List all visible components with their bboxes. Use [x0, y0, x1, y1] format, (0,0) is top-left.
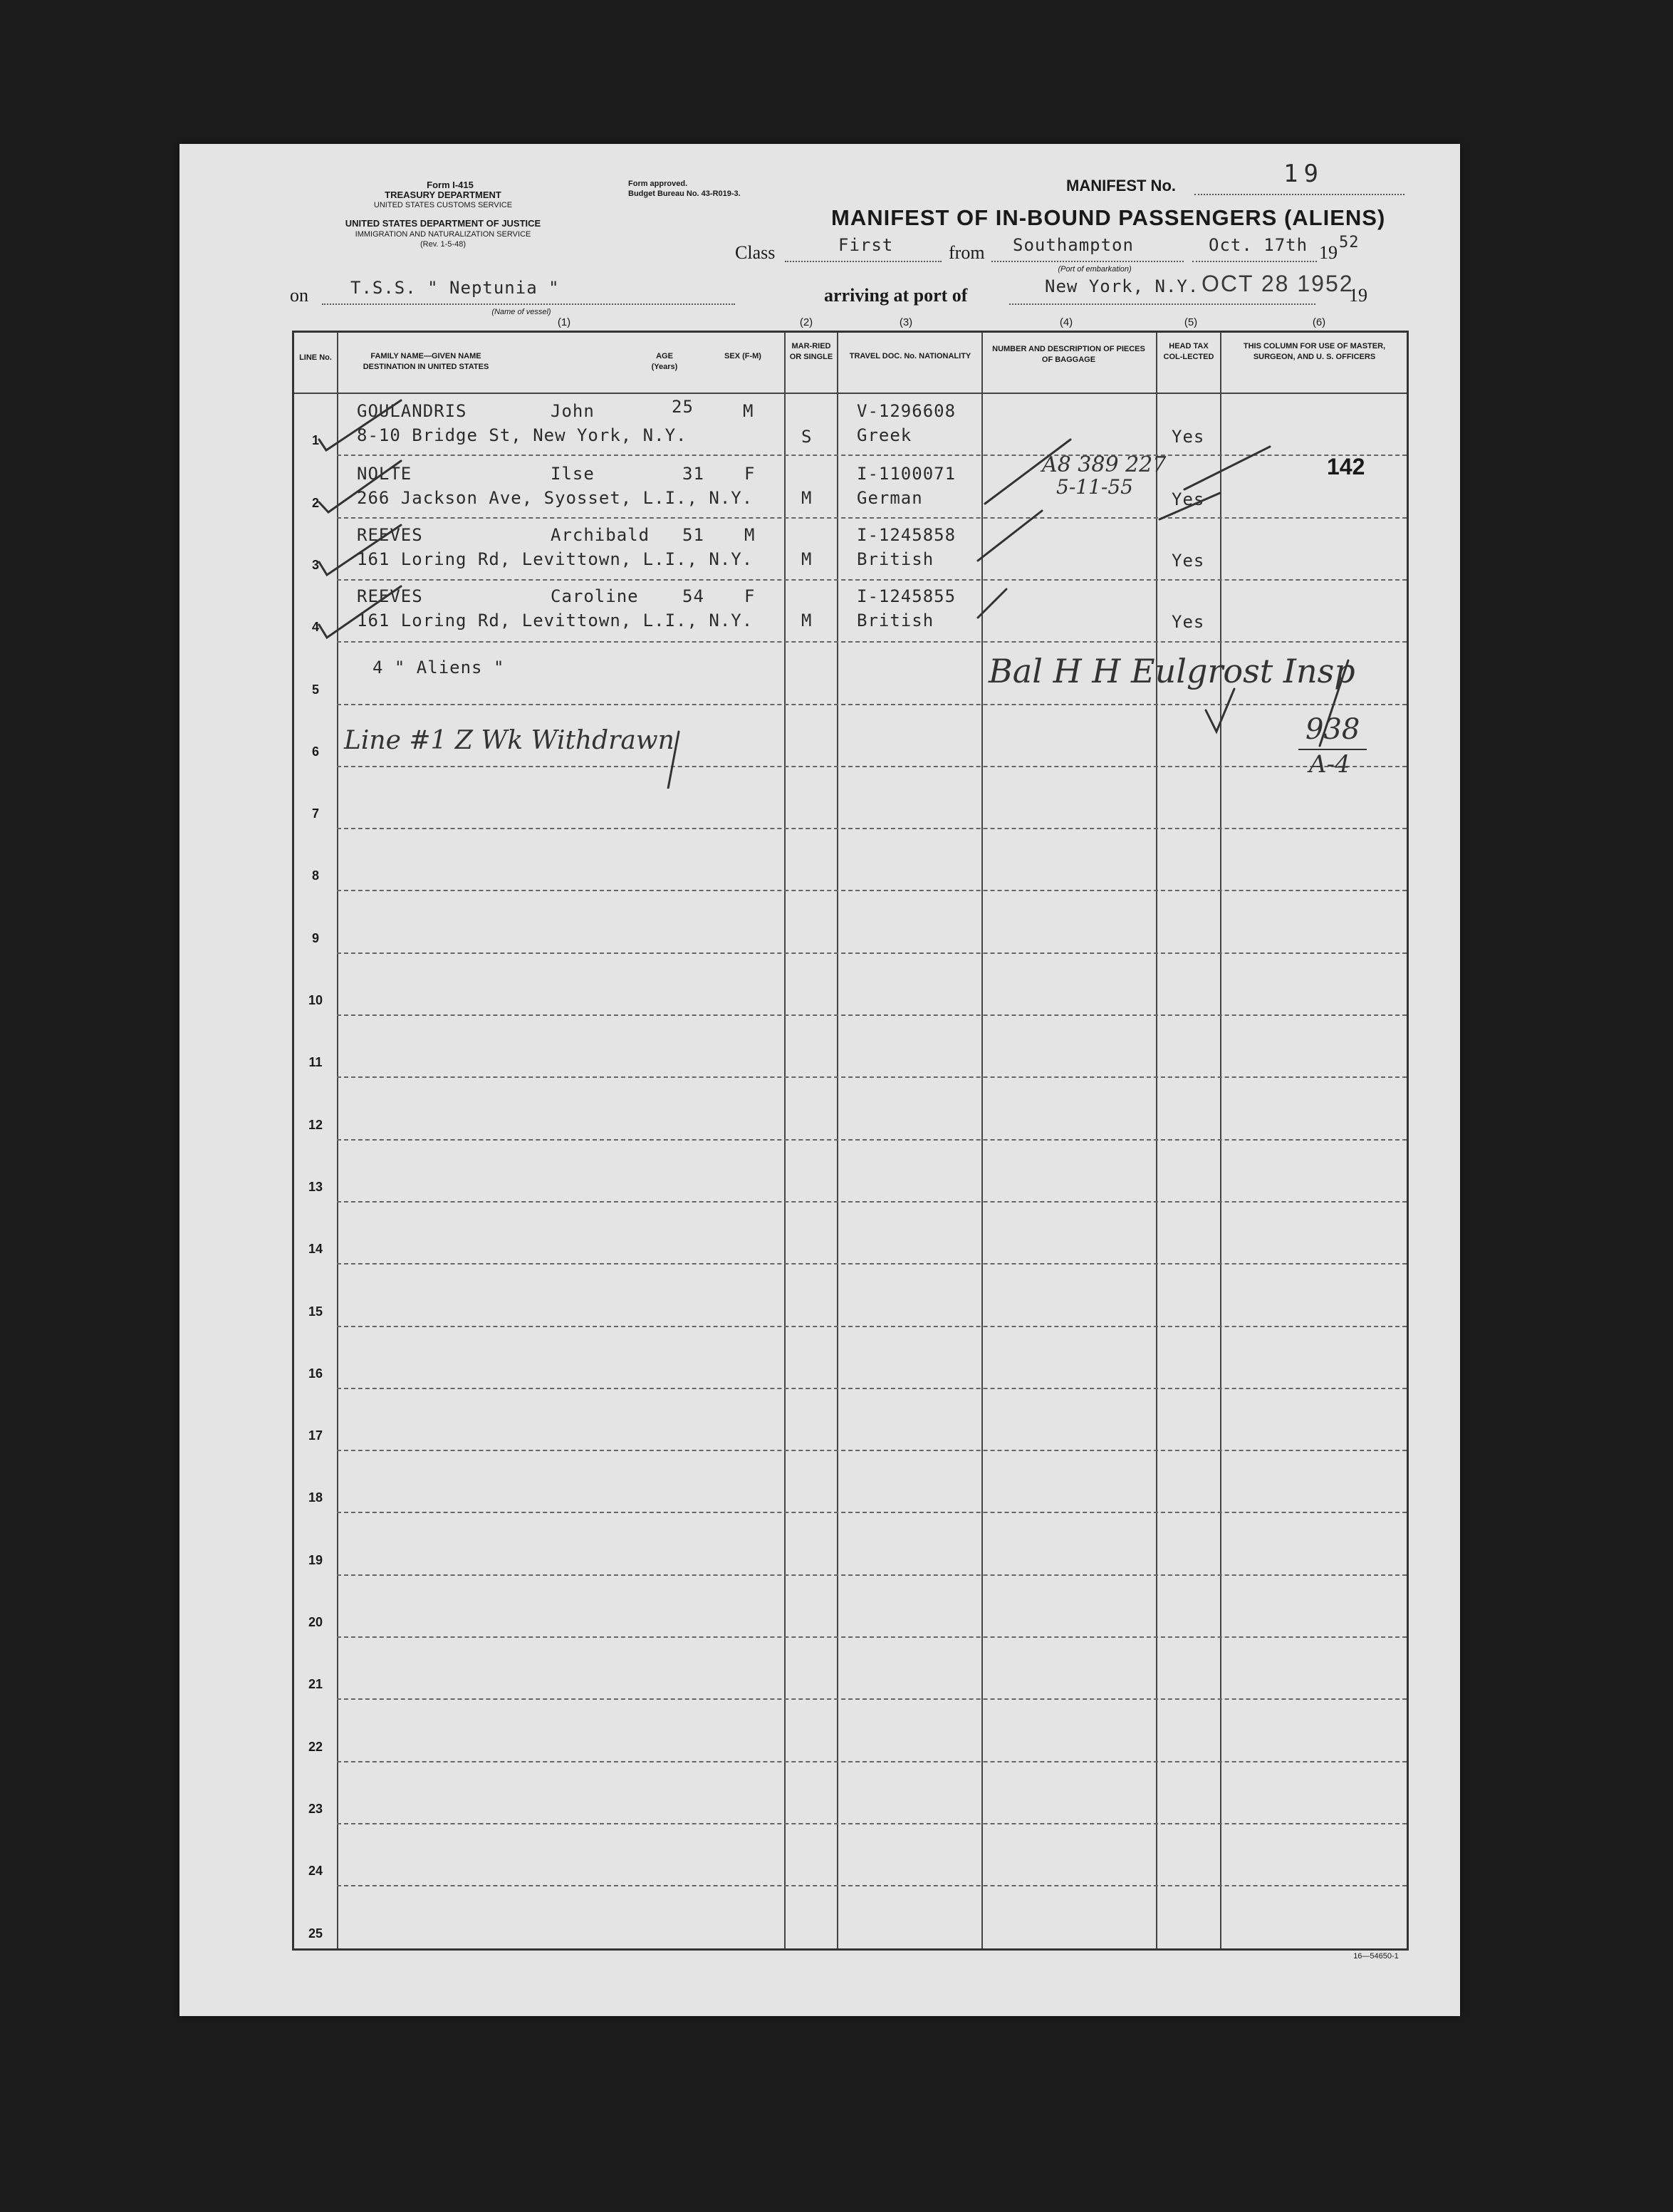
- line-number: 9: [311, 930, 319, 945]
- line-number: 4: [311, 620, 319, 635]
- age: 54: [682, 586, 704, 606]
- line-number: 24: [308, 1864, 323, 1879]
- manifest-no-label: MANIFEST No.: [1066, 177, 1176, 194]
- justice-label: UNITED STATES DEPARTMENT OF JUSTICE: [345, 218, 541, 229]
- row-divider: [337, 1512, 1407, 1513]
- inspector-signature: Bal H H Eulgrost Insp: [989, 652, 1355, 690]
- row-divider: [337, 1823, 1407, 1824]
- class-line: [785, 261, 942, 262]
- col-header-travel-doc: TRAVEL DOC. No. NATIONALITY: [849, 352, 971, 360]
- age: 25: [672, 397, 694, 417]
- check-mark-2: [319, 461, 401, 512]
- line-number: 21: [308, 1677, 323, 1692]
- vessel-caption: (Name of vessel): [491, 308, 551, 316]
- line-number: 13: [308, 1179, 323, 1194]
- row-divider: [337, 1761, 1407, 1762]
- marital-status: M: [801, 611, 813, 630]
- line-number: 6: [311, 744, 319, 759]
- line-6-note: Line #1 Z Wk Withdrawn: [344, 726, 674, 755]
- col-num-1: (1): [557, 316, 571, 328]
- head-tax: Yes: [1172, 551, 1205, 571]
- destination: 8-10 Bridge St, New York, N.Y.: [357, 425, 687, 445]
- date-value: Oct. 17th: [1209, 235, 1308, 255]
- strike-3: [978, 589, 1006, 618]
- arrival-port: New York, N.Y.: [1045, 276, 1199, 296]
- check-mark-1: [319, 400, 401, 450]
- total-aliens: 4 " Aliens ": [372, 658, 505, 677]
- row-divider: [337, 1885, 1407, 1886]
- date-line: [1192, 261, 1317, 262]
- col-num-2: (2): [799, 316, 813, 328]
- vessel-value: T.S.S. " Neptunia ": [350, 278, 560, 298]
- line-number: 10: [308, 993, 323, 1007]
- row-divider: [337, 1326, 1407, 1327]
- line-number: 8: [311, 868, 319, 883]
- destination: 161 Loring Rd, Levittown, L.I., N.Y.: [357, 611, 754, 630]
- year-prefix-2: 19: [1349, 285, 1367, 306]
- col-header-line: LINE No.: [299, 353, 332, 362]
- col-header-sex: SEX (F-M): [724, 352, 761, 360]
- line-6-stroke: [668, 732, 679, 789]
- col-header-head-tax: HEAD TAX COL-LECTED: [1163, 342, 1214, 361]
- arrival-line: [1009, 303, 1315, 305]
- row-divider: [337, 1014, 1407, 1016]
- officer-number: 142: [1327, 454, 1365, 479]
- arriving-label: arriving at port of: [824, 285, 968, 306]
- line-number: 18: [308, 1490, 323, 1505]
- form-number: Form I-415: [427, 180, 474, 190]
- family-name: REEVES: [357, 586, 423, 606]
- col-num-5: (5): [1184, 316, 1198, 328]
- line-number: 20: [308, 1615, 323, 1629]
- officer-stroke-1: [1184, 447, 1270, 489]
- travel-doc-no: I-1100071: [857, 464, 957, 484]
- vessel-line: [322, 303, 735, 305]
- line-number: 15: [308, 1304, 323, 1319]
- strike-1: [985, 440, 1070, 504]
- row-divider: [337, 1263, 1407, 1265]
- sex: M: [743, 401, 754, 421]
- treasury-label: TREASURY DEPARTMENT: [385, 189, 501, 200]
- line-number: 3: [311, 557, 319, 572]
- given-name: Archibald: [551, 525, 650, 545]
- destination: 161 Loring Rd, Levittown, L.I., N.Y.: [357, 549, 754, 569]
- form-code: 16—54650-1: [1353, 1952, 1399, 1961]
- from-label: from: [949, 242, 985, 263]
- from-line: [991, 261, 1184, 262]
- col-header-name: FAMILY NAME—GIVEN NAME DESTINATION IN UNITED STATES: [363, 352, 489, 371]
- nationality: Greek: [857, 425, 912, 445]
- ins-label: IMMIGRATION AND NATURALIZATION SERVICE: [355, 230, 531, 239]
- marital-status: M: [801, 488, 813, 508]
- sex: M: [744, 525, 756, 545]
- customs-label: UNITED STATES CUSTOMS SERVICE: [373, 201, 513, 209]
- line-number: 11: [308, 1055, 323, 1070]
- row-divider: [337, 828, 1407, 829]
- col-num-3: (3): [899, 316, 913, 328]
- port-embark-caption: (Port of embarkation): [1058, 265, 1132, 274]
- destination: 266 Jackson Ave, Syosset, L.I., N.Y.: [357, 488, 754, 508]
- check-mark-3: [319, 525, 401, 575]
- manifest-no-value: 19: [1283, 160, 1324, 188]
- manifest-page: [179, 144, 1460, 2016]
- line-number: 17: [308, 1428, 323, 1443]
- given-name: Caroline: [551, 586, 639, 606]
- col-header-age: AGE (Years): [651, 352, 678, 371]
- travel-doc-no: V-1296608: [857, 401, 957, 421]
- sex: F: [744, 586, 756, 606]
- sex: F: [744, 464, 756, 484]
- row-divider: [337, 1450, 1407, 1451]
- strike-2: [978, 511, 1042, 561]
- marital-status: S: [801, 427, 813, 447]
- from-value: Southampton: [1013, 235, 1134, 255]
- travel-doc-no: I-1245855: [857, 586, 957, 606]
- officer-stroke-2: [1159, 493, 1220, 519]
- line-number: 14: [308, 1242, 323, 1257]
- row-divider: [337, 1636, 1407, 1638]
- given-name: Ilse: [551, 464, 595, 484]
- manifest-title: MANIFEST OF IN-BOUND PASSENGERS (ALIENS): [831, 205, 1386, 230]
- head-tax: Yes: [1172, 489, 1205, 509]
- row-divider: [337, 1388, 1407, 1389]
- age: 51: [682, 525, 704, 545]
- line-number: 1: [311, 433, 319, 448]
- family-name: NOLTE: [357, 464, 412, 484]
- baggage-note: A8 389 227: [1042, 452, 1167, 477]
- passenger-table: [292, 331, 1409, 1951]
- marital-status: M: [801, 549, 813, 569]
- signature-number-sub: A-4: [1309, 750, 1350, 779]
- nationality: British: [857, 611, 934, 630]
- row-divider: [337, 1201, 1407, 1203]
- row-divider: [337, 890, 1407, 891]
- line-number: 19: [308, 1552, 323, 1567]
- signature-number: 938: [1305, 713, 1360, 746]
- row-divider: [337, 1139, 1407, 1141]
- family-name: GOULANDRIS: [357, 401, 467, 421]
- line-number: 5: [311, 682, 319, 697]
- year-suffix: 52: [1339, 234, 1360, 251]
- signature-check: [1206, 689, 1234, 732]
- nationality: German: [857, 488, 923, 508]
- class-label: Class: [735, 242, 776, 263]
- row-divider: [337, 1076, 1407, 1078]
- line-number: 2: [311, 495, 319, 510]
- col-num-6: (6): [1312, 316, 1326, 328]
- line-number: 16: [308, 1366, 323, 1381]
- check-mark-4: [319, 586, 401, 638]
- arrival-date-stamp: OCT 28 1952: [1202, 271, 1354, 296]
- travel-doc-no: I-1245858: [857, 525, 957, 545]
- nationality: British: [857, 549, 934, 569]
- line-number: 22: [308, 1739, 323, 1754]
- on-label: on: [290, 285, 308, 306]
- family-name: REEVES: [357, 525, 423, 545]
- signature-slash: [1320, 660, 1348, 746]
- class-value: First: [838, 235, 894, 255]
- row-divider: [337, 1574, 1407, 1576]
- form-approved: Form approved.: [628, 180, 688, 188]
- line-number: 23: [308, 1801, 323, 1816]
- check-marks: [294, 333, 1407, 789]
- budget-bureau: Budget Bureau No. 43-R019-3.: [628, 189, 741, 198]
- col-header-married: MAR-RIED OR SINGLE: [789, 342, 833, 361]
- row-divider: [337, 952, 1407, 954]
- manifest-no-line: [1194, 194, 1404, 195]
- row-divider: [337, 1698, 1407, 1700]
- form-rev-2: (Rev. 1-5-48): [420, 240, 466, 249]
- col-header-baggage: NUMBER AND DESCRIPTION OF PIECES OF BAGGAGE: [992, 345, 1145, 364]
- age: 31: [682, 464, 704, 484]
- given-name: John: [551, 401, 595, 421]
- baggage-note-date: 5-11-55: [1056, 475, 1133, 499]
- col-header-officers: THIS COLUMN FOR USE OF MASTER, SURGEON, AND U. S. OFFICERS: [1243, 342, 1386, 361]
- line-number: 12: [308, 1117, 323, 1132]
- line-number: 7: [311, 806, 319, 821]
- col-num-4: (4): [1059, 316, 1073, 328]
- year-prefix: 19: [1319, 242, 1338, 263]
- head-tax: Yes: [1172, 427, 1205, 447]
- head-tax: Yes: [1172, 612, 1205, 632]
- line-number: 25: [308, 1926, 323, 1941]
